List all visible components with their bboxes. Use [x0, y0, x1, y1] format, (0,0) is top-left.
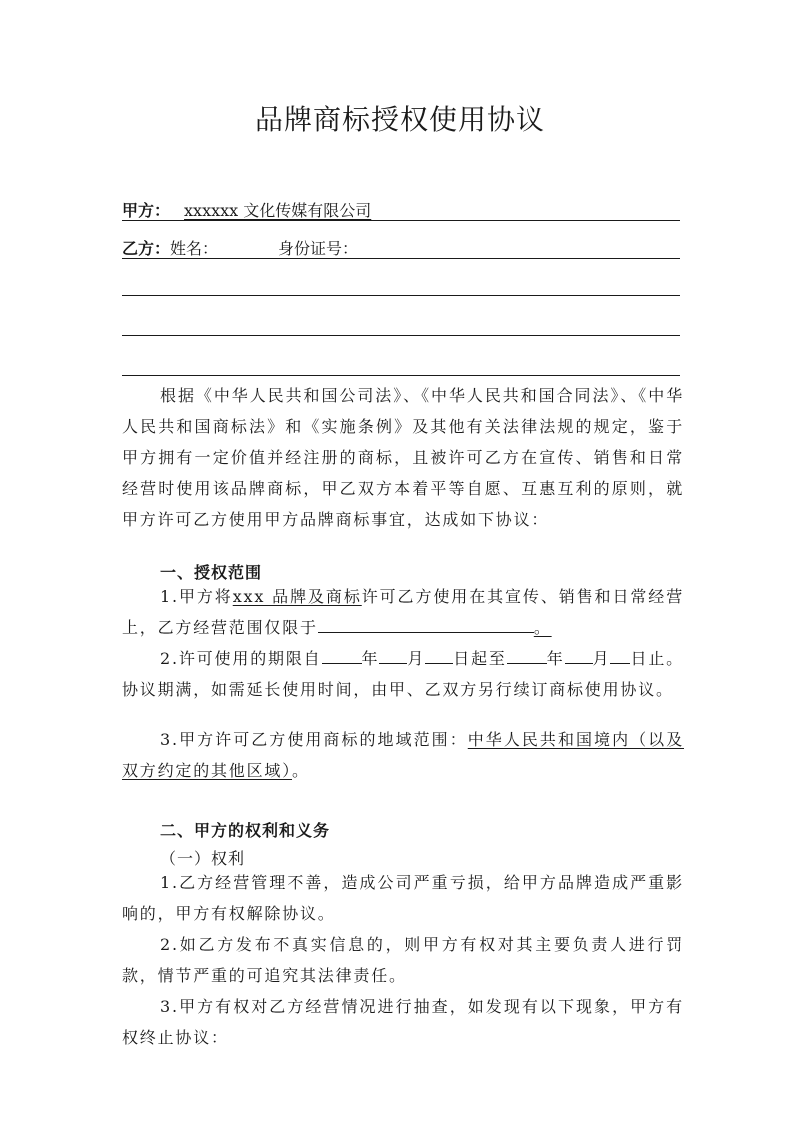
month-label: 月 [407, 649, 426, 668]
region-prefix: 3.甲方许可乙方使用商标的地域范围： [160, 730, 468, 749]
year-label: 年 [546, 649, 565, 668]
month-label: 月 [592, 649, 611, 668]
party-a-value: xxxxxx 文化传媒有限公司 [184, 201, 372, 220]
end-day-blank [610, 645, 630, 664]
blank-line [122, 295, 680, 296]
end-year-blank [507, 645, 547, 664]
end-month-blank [565, 645, 593, 664]
item-1-suffix: 许可乙方使用在其宣传、销售和日常经营上，乙方经营范围仅限于 [122, 587, 684, 637]
section-2-sub-1: （一）权利 [160, 849, 246, 868]
start-month-blank [379, 645, 407, 664]
term-prefix: 2.许可使用的期限自 [160, 649, 322, 668]
preamble-paragraph: 根据《中华人民共和国公司法》、《中华人民共和国合同法》、《中华人民共和国商标法》和《实施条例》及其他有关法律法规的规定，鉴于甲方拥有一定价值并经注册的商标，且被许可乙方在宣传、销售和日常经营时使用该品牌商标，甲乙双方本着平等自愿、互惠互利的原则，就甲方许可乙方使用甲方品牌商标事宜，达成如下协议： [122, 386, 684, 529]
scope-blank [318, 614, 534, 633]
party-a-row [122, 198, 680, 221]
start-day-blank [425, 645, 453, 664]
page-title: 品牌商标授权使用协议 [254, 103, 545, 136]
party-b-label: 乙方： [122, 239, 171, 258]
item-1-end: 。 [533, 618, 552, 637]
start-year-blank [322, 645, 362, 664]
section-2-item-1: 1.乙方经营管理不善，造成公司严重亏损，给甲方品牌造成严重影响的，甲方有权解除协议。 [122, 873, 684, 923]
year-label: 年 [361, 649, 380, 668]
section-1-item-2 [122, 643, 684, 705]
party-b-row [122, 236, 680, 259]
section-2-item-2: 2.如乙方发布不真实信息的，则甲方有权对其主要负责人进行罚款，情节严重的可追究其法律责任。 [122, 935, 684, 985]
party-b-id-label: 身份证号： [278, 239, 359, 258]
region-value: 中华人民共和国境内（以及双方约定的其他区域） [122, 730, 684, 780]
section-2-heading: 二、甲方的权利和义务 [160, 821, 331, 840]
item-1-brand: xxx 品牌及商标 [232, 587, 362, 606]
party-b-name-label: 姓名： [170, 239, 219, 258]
blank-line [122, 335, 680, 336]
section-1-item-1 [122, 581, 684, 643]
section-1-heading: 一、授权范围 [160, 563, 263, 582]
term-rest: 止。协议期满，如需延长使用时间，由甲、乙双方另行续订商标使用协议。 [122, 649, 684, 699]
section-1-item-3 [122, 724, 684, 786]
item-1-prefix: 1.甲方将 [160, 587, 233, 606]
day-end-label: 日 [630, 649, 649, 668]
region-end: 。 [292, 761, 310, 780]
section-2-item-3: 3.甲方有权对乙方经营情况进行抽查，如发现有以下现象，甲方有权终止协议： [122, 997, 684, 1047]
party-a-label: 甲方： [122, 201, 171, 220]
day-from-label: 日起至 [453, 649, 507, 668]
blank-line [122, 375, 680, 376]
